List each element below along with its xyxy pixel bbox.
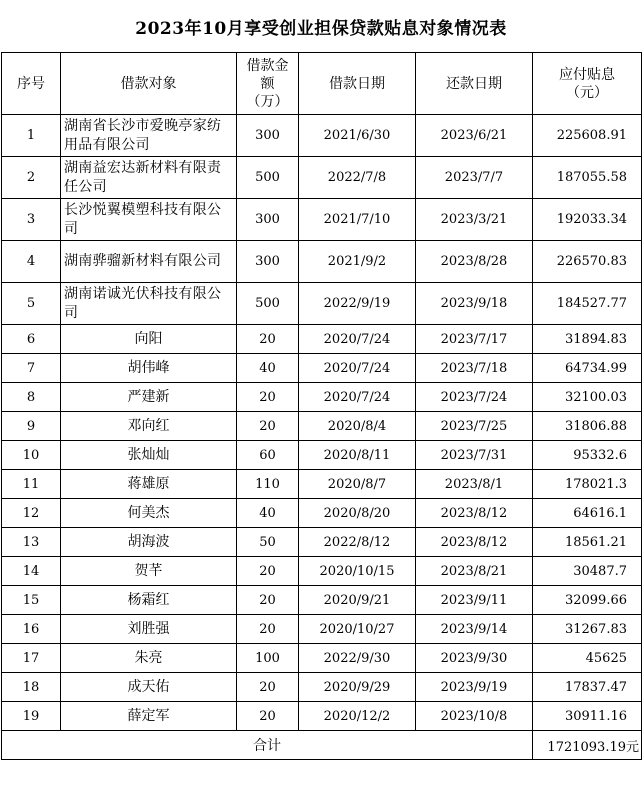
row-index: 19	[2, 702, 61, 731]
row-index: 13	[2, 528, 61, 557]
table-row	[2, 557, 642, 586]
row-borrower: 贺芊	[61, 557, 237, 586]
row-amount: 20	[237, 557, 299, 586]
row-borrower: 张灿灿	[61, 441, 237, 470]
header-borrower: 借款对象	[61, 53, 237, 115]
row-index: 10	[2, 441, 61, 470]
row-subsidy: 31806.88	[533, 412, 642, 441]
table-row	[2, 412, 642, 441]
row-amount: 300	[237, 241, 299, 283]
table-row	[2, 283, 642, 325]
row-amount: 20	[237, 615, 299, 644]
row-repay-date: 2023/8/1	[416, 470, 533, 499]
row-loan-date: 2020/8/11	[299, 441, 416, 470]
row-repay-date: 2023/8/12	[416, 499, 533, 528]
table-row	[2, 441, 642, 470]
header-amount	[237, 53, 299, 115]
row-repay-date: 2023/8/28	[416, 241, 533, 283]
row-index: 2	[2, 157, 61, 199]
header-index: 序号	[2, 53, 61, 115]
row-amount: 60	[237, 441, 299, 470]
row-index: 4	[2, 241, 61, 283]
row-index: 5	[2, 283, 61, 325]
table-row	[2, 615, 642, 644]
header-repay-date: 还款日期	[416, 53, 533, 115]
row-subsidy: 64616.1	[533, 499, 642, 528]
subsidy-table	[1, 52, 642, 760]
row-subsidy: 30911.16	[533, 702, 642, 731]
row-repay-date: 2023/3/21	[416, 199, 533, 241]
row-loan-date: 2020/7/24	[299, 383, 416, 412]
row-amount: 20	[237, 586, 299, 615]
row-amount: 40	[237, 354, 299, 383]
header-amount-line3: （万）	[246, 93, 289, 110]
row-subsidy: 192033.34	[533, 199, 642, 241]
row-repay-date: 2023/8/12	[416, 528, 533, 557]
row-loan-date: 2020/12/2	[299, 702, 416, 731]
table-row	[2, 157, 642, 199]
row-subsidy: 225608.91	[533, 115, 642, 157]
table-row	[2, 499, 642, 528]
row-repay-date: 2023/7/17	[416, 325, 533, 354]
row-amount: 500	[237, 157, 299, 199]
row-loan-date: 2022/8/12	[299, 528, 416, 557]
row-borrower: 成天佑	[61, 673, 237, 702]
row-borrower: 朱亮	[61, 644, 237, 673]
row-subsidy: 178021.3	[533, 470, 642, 499]
row-borrower: 湖南省长沙市爱晚亭家纺用品有限公司	[61, 115, 237, 157]
table-row	[2, 199, 642, 241]
header-loan-date: 借款日期	[299, 53, 416, 115]
row-subsidy: 17837.47	[533, 673, 642, 702]
row-index: 9	[2, 412, 61, 441]
row-amount: 20	[237, 383, 299, 412]
row-borrower: 何美杰	[61, 499, 237, 528]
total-label: 合计	[2, 731, 533, 760]
table-row	[2, 115, 642, 157]
table-row	[2, 470, 642, 499]
row-subsidy: 32100.03	[533, 383, 642, 412]
row-subsidy: 32099.66	[533, 586, 642, 615]
table-row	[2, 673, 642, 702]
row-borrower: 湖南益宏达新材料有限责任公司	[61, 157, 237, 199]
row-subsidy: 64734.99	[533, 354, 642, 383]
row-loan-date: 2020/7/24	[299, 354, 416, 383]
row-borrower: 湖南诺诚光伏科技有限公司	[61, 283, 237, 325]
row-amount: 110	[237, 470, 299, 499]
row-amount: 300	[237, 115, 299, 157]
row-repay-date: 2023/9/11	[416, 586, 533, 615]
table-row	[2, 325, 642, 354]
row-index: 7	[2, 354, 61, 383]
row-index: 14	[2, 557, 61, 586]
row-repay-date: 2023/9/30	[416, 644, 533, 673]
row-loan-date: 2021/9/2	[299, 241, 416, 283]
row-index: 8	[2, 383, 61, 412]
row-loan-date: 2020/8/20	[299, 499, 416, 528]
total-row	[2, 731, 642, 760]
table-row	[2, 644, 642, 673]
row-loan-date: 2020/10/15	[299, 557, 416, 586]
row-index: 6	[2, 325, 61, 354]
row-repay-date: 2023/7/18	[416, 354, 533, 383]
table-row	[2, 586, 642, 615]
row-loan-date: 2020/8/7	[299, 470, 416, 499]
row-subsidy: 30487.7	[533, 557, 642, 586]
row-borrower: 严建新	[61, 383, 237, 412]
row-subsidy: 18561.21	[533, 528, 642, 557]
row-borrower: 向阳	[61, 325, 237, 354]
table-row	[2, 528, 642, 557]
row-loan-date: 2022/9/30	[299, 644, 416, 673]
row-loan-date: 2022/9/19	[299, 283, 416, 325]
row-repay-date: 2023/8/21	[416, 557, 533, 586]
table-row	[2, 354, 642, 383]
row-subsidy: 31267.83	[533, 615, 642, 644]
row-subsidy: 226570.83	[533, 241, 642, 283]
row-loan-date: 2021/6/30	[299, 115, 416, 157]
row-borrower: 蒋雄原	[61, 470, 237, 499]
row-amount: 40	[237, 499, 299, 528]
row-index: 12	[2, 499, 61, 528]
row-borrower: 邓向红	[61, 412, 237, 441]
row-subsidy: 45625	[533, 644, 642, 673]
table-row	[2, 241, 642, 283]
row-repay-date: 2023/7/7	[416, 157, 533, 199]
row-loan-date: 2022/7/8	[299, 157, 416, 199]
row-borrower: 湖南骅骝新材料有限公司	[61, 241, 237, 283]
row-borrower: 薛定军	[61, 702, 237, 731]
row-borrower: 刘胜强	[61, 615, 237, 644]
row-amount: 20	[237, 673, 299, 702]
row-amount: 20	[237, 412, 299, 441]
row-repay-date: 2023/6/21	[416, 115, 533, 157]
table-body	[2, 115, 642, 731]
row-amount: 100	[237, 644, 299, 673]
row-repay-date: 2023/7/31	[416, 441, 533, 470]
header-subsidy-line1: 应付贴息	[559, 66, 615, 83]
row-index: 16	[2, 615, 61, 644]
row-borrower: 胡海波	[61, 528, 237, 557]
header-subsidy-line2: （元）	[566, 84, 608, 101]
row-amount: 20	[237, 702, 299, 731]
row-index: 11	[2, 470, 61, 499]
total-subsidy: 1721093.19元	[533, 731, 642, 760]
table-row	[2, 702, 642, 731]
row-loan-date: 2020/8/4	[299, 412, 416, 441]
row-loan-date: 2020/9/29	[299, 673, 416, 702]
row-subsidy: 31894.83	[533, 325, 642, 354]
row-amount: 50	[237, 528, 299, 557]
header-subsidy	[533, 53, 642, 115]
row-repay-date: 2023/7/24	[416, 383, 533, 412]
row-index: 3	[2, 199, 61, 241]
row-repay-date: 2023/10/8	[416, 702, 533, 731]
row-borrower: 杨霜红	[61, 586, 237, 615]
table-row	[2, 383, 642, 412]
row-repay-date: 2023/9/19	[416, 673, 533, 702]
row-loan-date: 2020/10/27	[299, 615, 416, 644]
document-title: 2023年10月享受创业担保贷款贴息对象情况表	[135, 18, 507, 39]
table-header-row	[2, 53, 642, 115]
row-amount: 500	[237, 283, 299, 325]
row-index: 15	[2, 586, 61, 615]
row-index: 1	[2, 115, 61, 157]
row-repay-date: 2023/9/14	[416, 615, 533, 644]
row-borrower: 胡伟峰	[61, 354, 237, 383]
header-amount-line1: 借款金	[246, 57, 289, 74]
row-repay-date: 2023/9/18	[416, 283, 533, 325]
row-index: 18	[2, 673, 61, 702]
row-loan-date: 2021/7/10	[299, 199, 416, 241]
header-amount-line2: 额	[260, 75, 275, 92]
row-amount: 300	[237, 199, 299, 241]
row-borrower: 长沙悦翼模塑科技有限公司	[61, 199, 237, 241]
row-index: 17	[2, 644, 61, 673]
row-repay-date: 2023/7/25	[416, 412, 533, 441]
row-subsidy: 187055.58	[533, 157, 642, 199]
row-subsidy: 184527.77	[533, 283, 642, 325]
row-amount: 20	[237, 325, 299, 354]
row-loan-date: 2020/9/21	[299, 586, 416, 615]
row-subsidy: 95332.6	[533, 441, 642, 470]
row-loan-date: 2020/7/24	[299, 325, 416, 354]
